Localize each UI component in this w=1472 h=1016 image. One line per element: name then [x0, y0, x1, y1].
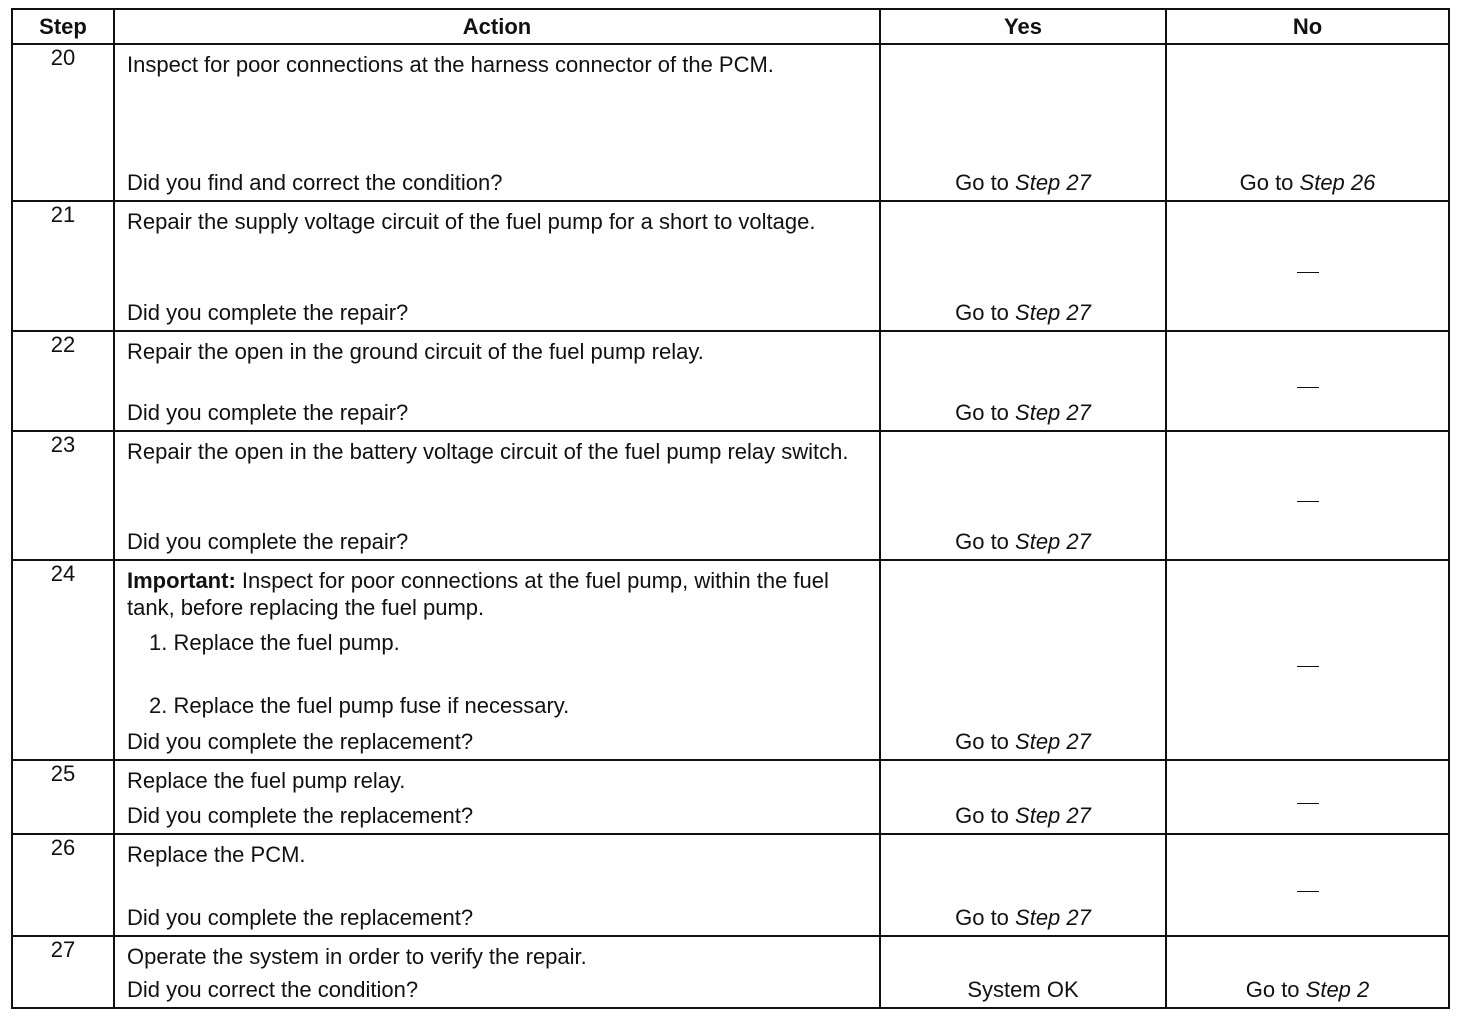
- action-question: Did you complete the repair?: [127, 300, 409, 325]
- yes-cell: [880, 936, 1166, 1008]
- important-label: Important:: [127, 568, 236, 593]
- action-text: Inspect for poor connections at the harness connector of the PCM.: [127, 52, 774, 77]
- step-number: 21: [12, 201, 114, 331]
- step-number: 22: [12, 331, 114, 431]
- action-text: Replace the fuel pump relay.: [127, 768, 406, 793]
- step-number: 27: [12, 936, 114, 1008]
- no-dash: [1167, 253, 1448, 279]
- action-text: Repair the supply voltage circuit of the fuel pump for a short to voltage.: [127, 209, 816, 234]
- yes-cell: [880, 331, 1166, 431]
- yes-prefix: Go to: [955, 905, 1016, 930]
- dash-mark: [1297, 803, 1319, 804]
- header-no: No: [1166, 9, 1449, 44]
- step-number: 20: [12, 44, 114, 201]
- no-cell: [1166, 331, 1449, 431]
- yes-step-ref: Step 27: [1015, 905, 1091, 930]
- yes-cell: [880, 834, 1166, 936]
- yes-cell: [880, 44, 1166, 201]
- no-answer: [1167, 169, 1448, 196]
- action-cell: [114, 331, 880, 431]
- action-cell: [114, 431, 880, 560]
- action-cell: [114, 560, 880, 760]
- yes-prefix: Go to: [955, 300, 1016, 325]
- dash-mark: [1297, 891, 1319, 892]
- action-cell: [114, 760, 880, 834]
- no-cell: [1166, 834, 1449, 936]
- yes-cell: [880, 431, 1166, 560]
- dash-mark: [1297, 272, 1319, 273]
- action-cell: [114, 201, 880, 331]
- yes-answer: [881, 169, 1165, 196]
- action-text: Repair the open in the battery voltage circuit of the fuel pump relay switch.: [127, 439, 849, 464]
- yes-step-ref: Step 27: [1015, 529, 1091, 554]
- no-answer: [1167, 976, 1448, 1003]
- step-number: 23: [12, 431, 114, 560]
- yes-step-ref: Step 27: [1015, 729, 1091, 754]
- table-row: [12, 44, 1449, 201]
- yes-prefix: Go to: [955, 529, 1016, 554]
- no-dash: [1167, 872, 1448, 898]
- yes-step-ref: Step 27: [1015, 400, 1091, 425]
- table-row: [12, 834, 1449, 936]
- yes-answer: [881, 399, 1165, 426]
- yes-cell: [880, 560, 1166, 760]
- header-step: Step: [12, 9, 114, 44]
- no-dash: [1167, 368, 1448, 394]
- table-row: [12, 760, 1449, 834]
- no-prefix: Go to: [1239, 170, 1300, 195]
- dash-mark: [1297, 387, 1319, 388]
- no-dash: [1167, 482, 1448, 508]
- action-text: Operate the system in order to verify the repair.: [127, 944, 587, 969]
- action-question: Did you complete the replacement?: [127, 905, 474, 930]
- yes-answer: [881, 802, 1165, 829]
- yes-cell: [880, 760, 1166, 834]
- action-question: Did you correct the condition?: [127, 977, 419, 1002]
- action-question: Did you complete the replacement?: [127, 729, 474, 754]
- table-row: [12, 560, 1449, 760]
- header-yes: Yes: [880, 9, 1166, 44]
- table-header-row: [12, 9, 1449, 44]
- table-row: [12, 201, 1449, 331]
- action-cell: [114, 44, 880, 201]
- table-row: [12, 431, 1449, 560]
- step-number: 26: [12, 834, 114, 936]
- table-row: [12, 331, 1449, 431]
- no-cell: [1166, 936, 1449, 1008]
- action-question: Did you find and correct the condition?: [127, 170, 503, 195]
- yes-step-ref: Step 27: [1015, 170, 1091, 195]
- step-number: 24: [12, 560, 114, 760]
- action-text: Repair the open in the ground circuit of the fuel pump relay.: [127, 339, 704, 364]
- dash-mark: [1297, 666, 1319, 667]
- yes-prefix: Go to: [955, 400, 1016, 425]
- no-cell: [1166, 760, 1449, 834]
- dash-mark: [1297, 501, 1319, 502]
- step-number: 25: [12, 760, 114, 834]
- no-cell: [1166, 431, 1449, 560]
- action-cell: [114, 834, 880, 936]
- action-question: Did you complete the repair?: [127, 529, 409, 554]
- action-question: Did you complete the repair?: [127, 400, 409, 425]
- no-dash: [1167, 647, 1448, 673]
- no-cell: [1166, 560, 1449, 760]
- yes-answer: [881, 528, 1165, 555]
- yes-answer: [881, 728, 1165, 755]
- yes-cell: [880, 201, 1166, 331]
- important-text: Inspect for poor connections at the fuel pump, within the fuel tank, before replacing the fuel pump.: [127, 568, 829, 620]
- yes-prefix: Go to: [955, 803, 1016, 828]
- no-cell: [1166, 44, 1449, 201]
- yes-prefix: Go to: [955, 170, 1016, 195]
- header-action: Action: [114, 9, 880, 44]
- list-item: 2. Replace the fuel pump fuse if necessary.: [149, 693, 570, 718]
- yes-answer: System OK: [967, 977, 1079, 1002]
- list-item: 1. Replace the fuel pump.: [149, 630, 400, 655]
- no-cell: [1166, 201, 1449, 331]
- yes-answer: [881, 904, 1165, 931]
- action-text: [127, 567, 855, 621]
- diagnostic-table: [11, 8, 1450, 1009]
- no-prefix: Go to: [1245, 977, 1306, 1002]
- yes-step-ref: Step 27: [1015, 803, 1091, 828]
- yes-answer: [881, 299, 1165, 326]
- table-row: [12, 936, 1449, 1008]
- yes-prefix: Go to: [955, 729, 1016, 754]
- no-step-ref: Step 2: [1305, 977, 1370, 1002]
- yes-step-ref: Step 27: [1015, 300, 1091, 325]
- action-text: Replace the PCM.: [127, 842, 306, 867]
- action-cell: [114, 936, 880, 1008]
- no-dash: [1167, 784, 1448, 810]
- no-step-ref: Step 26: [1299, 170, 1376, 195]
- action-question: Did you complete the replacement?: [127, 803, 474, 828]
